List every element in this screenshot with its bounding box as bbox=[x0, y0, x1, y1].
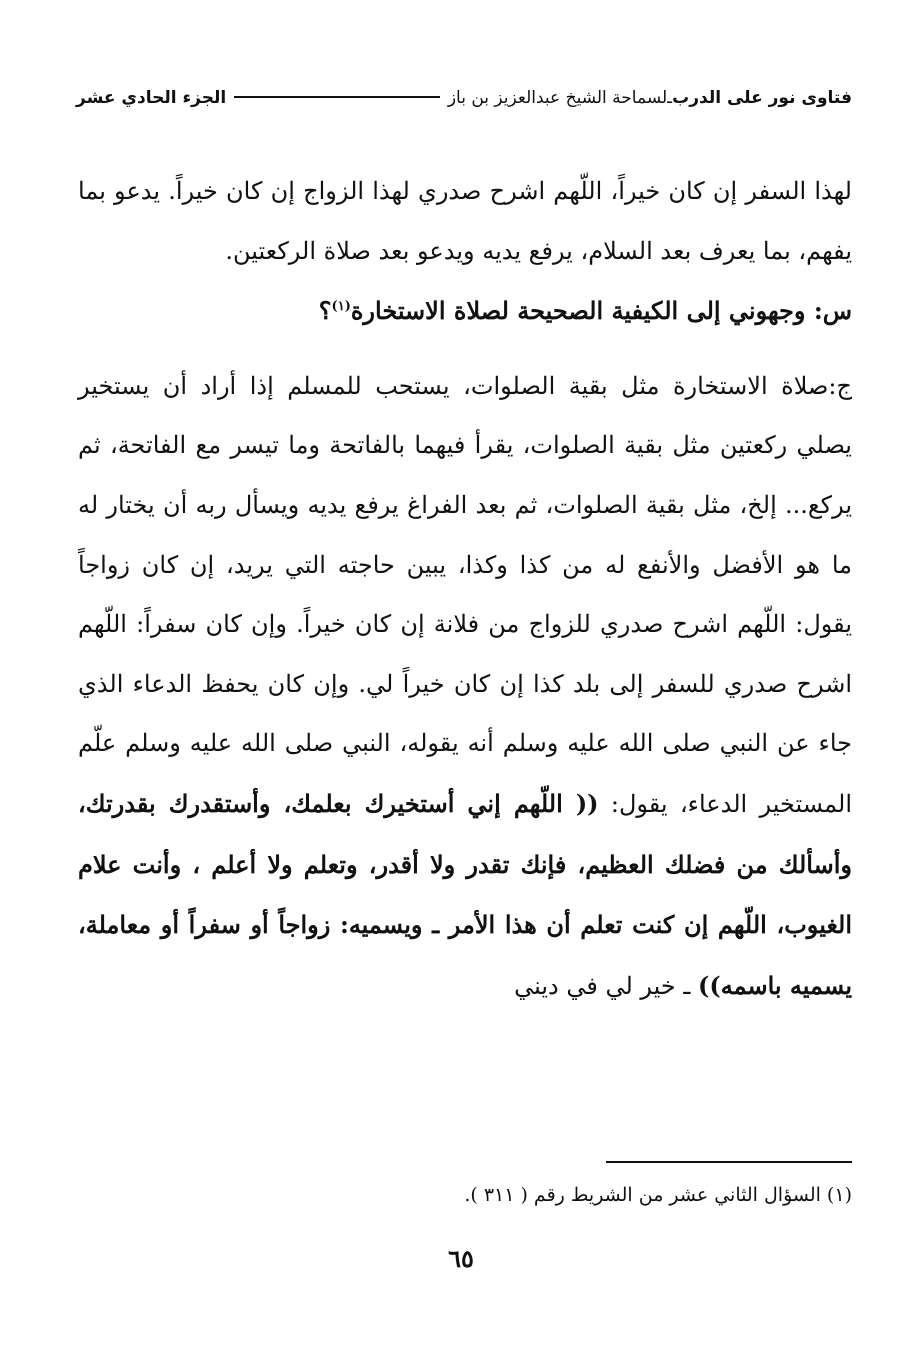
page-number: ٦٥ bbox=[448, 1244, 474, 1273]
author-line: لسماحة الشيخ عبدالعزيز بن باز bbox=[447, 88, 668, 108]
running-header bbox=[76, 88, 852, 108]
hadith-quote: (( اللّهم إني أستخيرك بعلمك، وأستقدرك بقدرتك، وأسألك من فضلك العظيم، فإنك تقدر ولا أقدر، وتعلم ولا أعلم ، وأنت علام الغيوب، اللّهم إن كنت تعلم أن هذا الأمر ـ ويسميه: زواجاً أو سفراً أو معاملة، يسميه باسمه)) bbox=[78, 788, 853, 1000]
body-text bbox=[78, 162, 852, 1016]
answer-intro: ج:صلاة الاستخارة مثل بقية الصلوات، يستحب للمسلم إذا أراد أن يستخير يصلي ركعتين مثل بقية الصلوات، يقرأ فيهما بالفاتحة وما تيسر مع الفاتحة، ثم يركع... إلخ، مثل بقية الصلوات، ثم بعد الفراغ يرفع يديه ويسأل ربه أن يختار له ما هو الأفضل والأنفع له من كذا وكذا، يبين حاجته التي يريد، إن كان زواجاً يقول: اللّهم اشرح صدري للزواج من فلانة إن كان خيراً. وإن كان سفراً: اللّهم اشرح صدري للسفر إلى بلد كذا إن كان خيراً لي. وإن كان يحفظ الدعاء الذي جاء عن النبي صلى الله عليه وسلم أنه يقوله، النبي صلى الله عليه وسلم علّم المستخير الدعاء، يقول: bbox=[78, 371, 852, 818]
question-mark: ؟ bbox=[318, 296, 332, 326]
volume-label: الجزء الحادي عشر bbox=[76, 88, 227, 108]
question-text: س: وجهوني إلى الكيفية الصحيحة لصلاة الاستخارة bbox=[350, 296, 852, 326]
series-title: فتاوى نور على الدرب bbox=[672, 88, 852, 108]
answer-paragraph bbox=[78, 357, 852, 1017]
header-dash: ـ bbox=[667, 88, 673, 108]
question-paragraph bbox=[78, 281, 852, 341]
footnote-separator bbox=[606, 1161, 852, 1163]
footnote: (١) السؤال الثاني عشر من الشريط رقم ( ٣١١ ). bbox=[464, 1184, 852, 1206]
footnote-reference[interactable]: (١) bbox=[331, 299, 351, 315]
header-rule bbox=[234, 96, 440, 98]
hadith-tail: ـ خير لي في ديني bbox=[514, 971, 699, 1000]
continuation-paragraph: لهذا السفر إن كان خيراً، اللّهم اشرح صدري لهذا الزواج إن كان خيراً. يدعو بما يفهم، بما يعرف بعد السلام، يرفع يديه ويدعو بعد صلاة الركعتين. bbox=[78, 177, 852, 265]
